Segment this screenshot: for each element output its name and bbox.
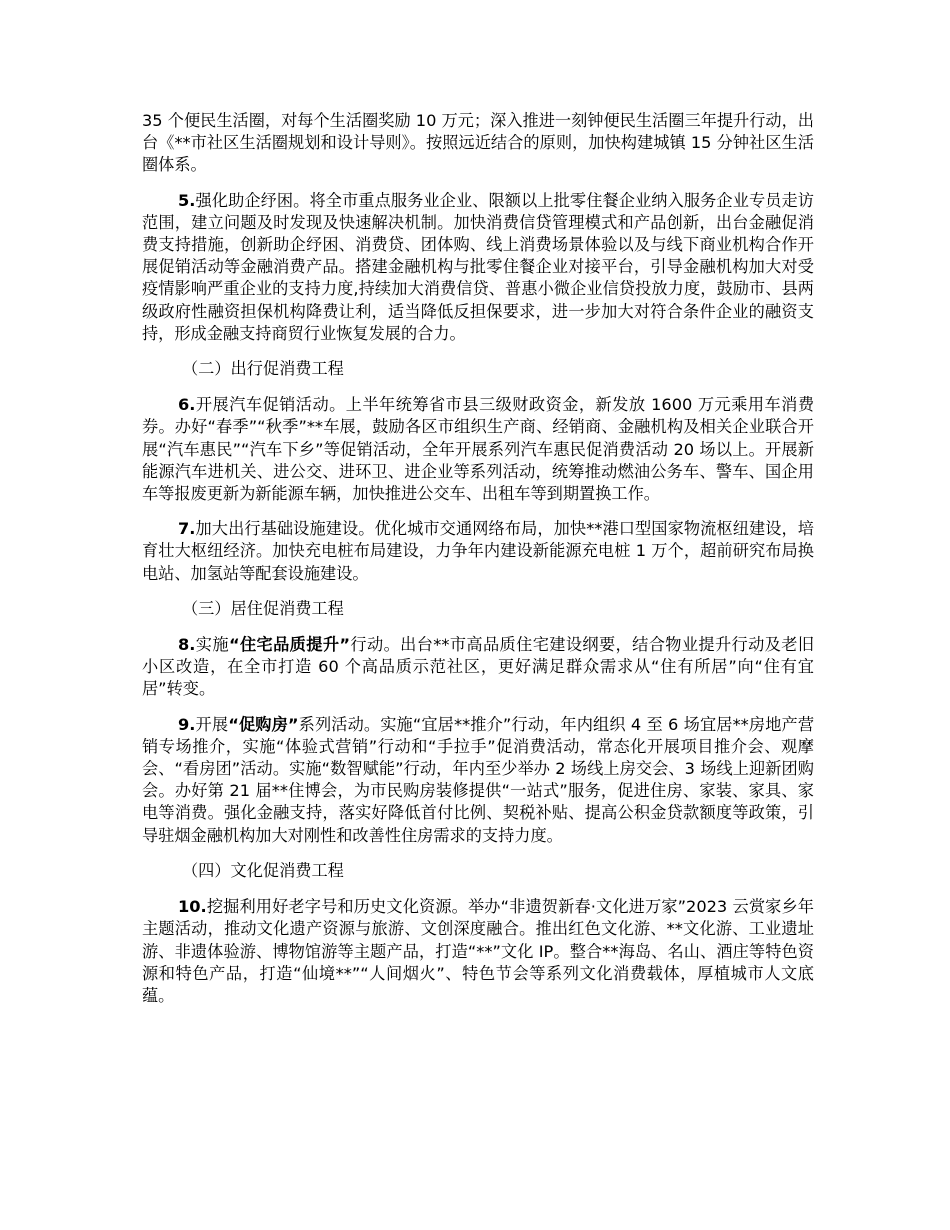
item-number: 8. <box>178 635 196 655</box>
paragraph-text: 行动。出台**市高品质住宅建设纲要，结合物业提升行动及老旧小区改造，在全市打造 60 个高品质示范社区，更好满足群众需求从“住有所居”向“住有宜居”转变。 <box>142 635 815 699</box>
heading-text: （二）出行促消费工程 <box>182 359 344 379</box>
paragraph-5 <box>142 190 814 345</box>
paragraph-text: 35 个便民生活圈，对每个生活圈奖励 10 万元；深入推进一刻钟便民生活圈三年提升行动，出台《**市社区生活圈规划和设计导则》。按照远近结合的原则，加快构建城镇 15 分钟社区生活圈体系。 <box>142 111 814 175</box>
paragraph-text: 系列活动。实施“宜居**推介”行动，年内组织 4 至 6 场宜居**房地产营销专场推介，实施“体验式营销”行动和“手拉手”促消费活动，常态化开展项目推介会、观摩会、“看房团”活动。实施“数智赋能”行动，年内至少举办 2 场线上房交会、3 场线上迎新团购会。办好第 21 届**住博会，为市民购房装修提供“一站式”服务，促进住房、家装、家具、家电等消费。强化金融支持，落实好降低首付比例、契税补贴、提高公积金贷款额度等政策，引导驻烟金融机构加大对刚性和改善性住房需求的支持力度。 <box>142 714 815 845</box>
paragraph-9 <box>142 714 814 847</box>
item-number: 6. <box>178 395 196 415</box>
item-number: 7. <box>178 519 196 539</box>
paragraph-intro <box>142 110 814 177</box>
section-heading-4 <box>142 860 814 882</box>
bold-quote: “住宅品质提升” <box>228 635 351 655</box>
paragraph-lead: 开展 <box>195 714 229 734</box>
section-heading-2 <box>142 358 814 380</box>
paragraph-text: 强化助企纾困。将全市重点服务业企业、限额以上批零住餐企业纳入服务企业专员走访范围，建立问题及时发现及快速解决机制。加快消费信贷管理模式和产品创新，出台金融促消费支持措施，创新助企纾困、消费贷、团体购、线上消费场景体验以及与线下商业机构合作开展促销活动等金融消费产品。搭建金融机构与批零住餐企业对接平台，引导金融机构加大对受疫情影响严重企业的支持力度,持续加大消费信贷、普惠小微企业信贷投放力度，鼓励市、县两级政府性融资担保机构降费让利，适当降低反担保要求，进一步加大对符合条件企业的融资支持，形成金融支持商贸行业恢复发展的合力。 <box>142 190 814 343</box>
paragraph-6 <box>142 394 814 505</box>
paragraph-text: 挖掘利用好老字号和历史文化资源。举办“非遗贺新春·文化进万家”2023 云赏家乡年主题活动，推动文化遗产资源与旅游、文创深度融合。推出红色文化游、**文化游、工业遗址游、非遗体验游、博物馆游等主题产品，打造“**”文化 IP。整合**海岛、名山、酒庄等特色资源和特色产品，打造“仙境**”“人间烟火”、特色节会等系列文化消费载体，厚植城市人文底蕴。 <box>142 897 814 1005</box>
paragraph-10 <box>142 896 814 1007</box>
section-heading-3 <box>142 598 814 620</box>
paragraph-8 <box>142 634 814 701</box>
item-number: 10. <box>178 897 207 917</box>
item-number: 5. <box>178 190 196 210</box>
bold-quote: “促购房” <box>228 714 299 734</box>
paragraph-text: 加大出行基础设施建设。优化城市交通网络布局，加快**港口型国家物流枢纽建设，培育壮大枢纽经济。加快充电桩布局建设，力争年内建设新能源充电桩 1 万个，超前研究布局换电站、加氢站等配套设施建设。 <box>142 519 814 583</box>
paragraph-lead: 实施 <box>195 635 229 655</box>
paragraph-text: 开展汽车促销活动。上半年统筹省市县三级财政资金，新发放 1600 万元乘用车消费券。办好“春季”“秋季”**车展，鼓励各区市组织生产商、经销商、金融机构及相关企业联合开展“汽车惠民”“汽车下乡”等促销活动，全年开展系列汽车惠民促消费活动 20 场以上。开展新能源汽车进机关、进公交、进环卫、进企业等系列活动，统筹推动燃油公务车、警车、国企用车等报废更新为新能源车辆，加快推进公交车、出租车等到期置换工作。 <box>142 395 814 504</box>
heading-text: （三）居住促消费工程 <box>182 598 344 618</box>
heading-text: （四）文化促消费工程 <box>182 860 344 880</box>
document-page <box>142 110 814 1007</box>
paragraph-7 <box>142 518 814 585</box>
item-number: 9. <box>178 714 196 734</box>
